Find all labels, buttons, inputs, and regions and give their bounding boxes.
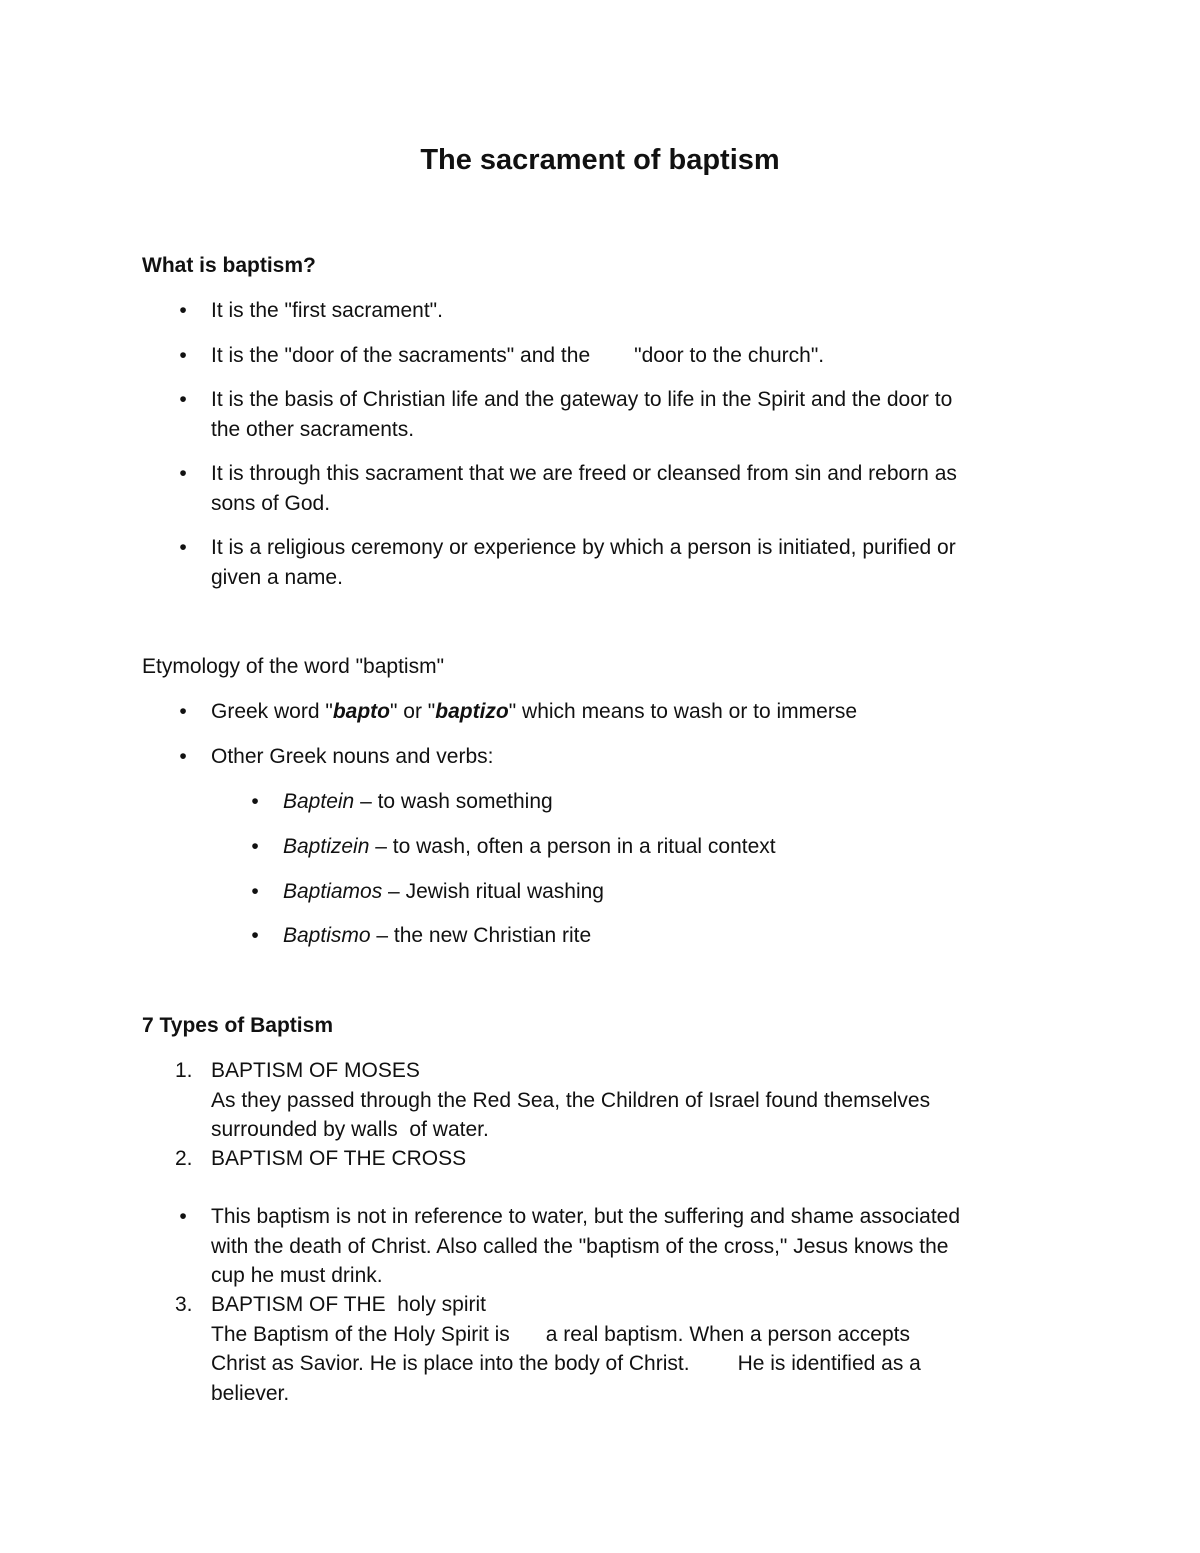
item-number: 2. [175,1147,193,1170]
greek-word-baptizo: baptizo [435,700,509,723]
section-heading-etymology: Etymology of the word "baptism" [142,655,445,678]
bullet-marker: • [179,536,187,559]
sub-list-item: • Baptein – to wash something [283,787,1083,817]
bullet-marker: • [179,344,187,367]
bullet-marker: • [179,462,187,485]
term: Baptizein [283,835,370,858]
item-title: BAPTISM OF THE CROSS [211,1147,467,1170]
bullet-marker: • [179,388,187,411]
bullet-marker: • [251,835,259,858]
greek-word-bapto: bapto [332,700,390,723]
bullet-marker: • [251,880,259,903]
numbered-item: 1. BAPTISM OF MOSES As they passed through the Red Sea, the Children of Israel found themselves surrounded by walls of water. [211,1056,1071,1145]
list-item: • Other Greek nouns and verbs: [211,742,1071,772]
list-item: • It is the "first sacrament". [211,296,1071,326]
bullet-marker: • [179,700,187,723]
term: Baptein [283,790,355,813]
item-title: BAPTISM OF MOSES [211,1059,420,1082]
item-number: 3. [175,1293,193,1316]
sub-list-item: • Baptismo – the new Christian rite [283,921,1083,951]
numbered-item [175,1144,1071,1174]
section-heading-7-types: 7 Types of Baptism [142,1014,333,1037]
bullet-marker: • [179,745,187,768]
sub-list-item: • Baptiamos – Jewish ritual washing [283,877,1083,907]
list-item: • It is a religious ceremony or experience by which a person is initiated, purified or given a name. [211,533,1071,592]
list-item: • It is the basis of Christian life and the gateway to life in the Spirit and the door to the other sacraments. [211,385,1071,444]
sub-list-item: • Baptizein – to wash, often a person in a ritual context [283,832,1083,862]
bullet-marker: • [179,299,187,322]
list-item: • It is through this sacrament that we are freed or cleansed from sin and reborn as sons of God. [211,459,1071,518]
list-item: • This baptism is not in reference to water, but the suffering and shame associated with the death of Christ. Also called the "baptism of the cross," Jesus knows the cup he must drink. [211,1202,1071,1291]
term: Baptismo [283,924,371,947]
section-heading-what-is-baptism: What is baptism? [142,254,316,277]
bullet-marker: • [251,924,259,947]
document-title: The sacrament of baptism [420,144,780,176]
term: Baptiamos [283,880,383,903]
item-number: 1. [175,1059,193,1082]
bullet-marker: • [179,1205,187,1228]
item-title: BAPTISM OF THE holy spirit [211,1293,486,1316]
bullet-marker: • [251,790,259,813]
list-item: • It is the "door of the sacraments" and the "door to the church". [211,341,1071,371]
numbered-item: 3. BAPTISM OF THE holy spirit The Baptism of the Holy Spirit is a real baptism. When a person accepts Christ as Savior. He is place into the body of Christ. He is identified as a believer. [211,1290,1071,1408]
list-item: • Greek word "bapto" or "baptizo" which means to wash or to immerse [211,697,1071,727]
